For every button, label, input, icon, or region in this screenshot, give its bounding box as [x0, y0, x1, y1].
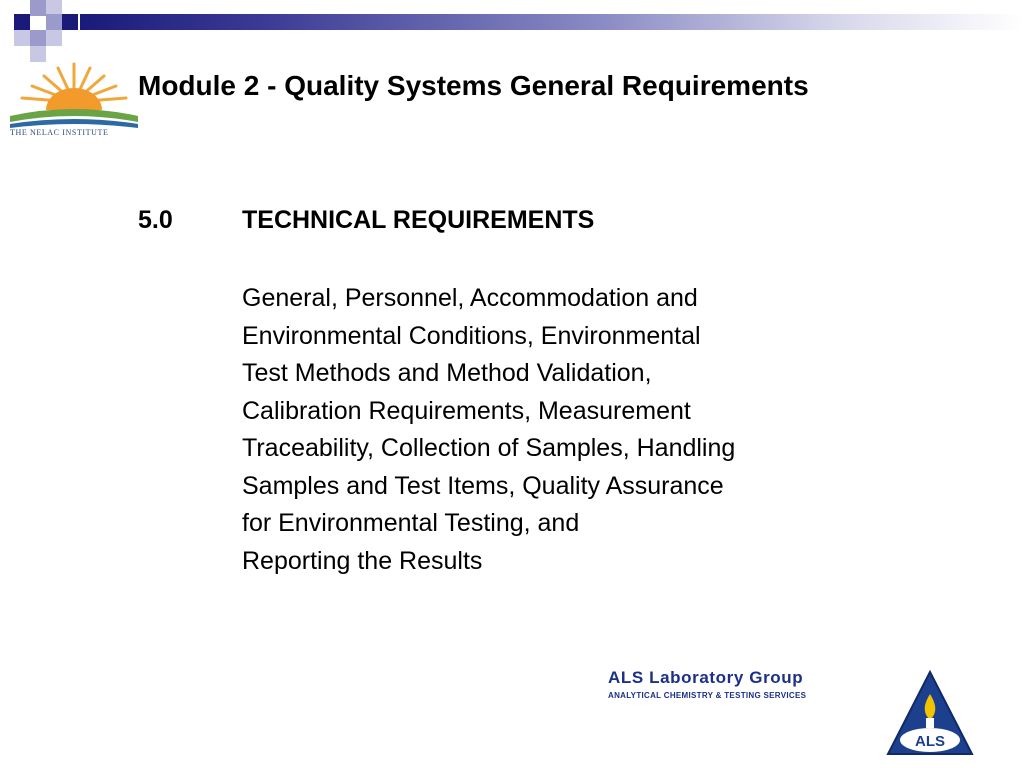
- square-mid: [46, 14, 62, 30]
- body-line: Environmental Conditions, Environmental: [242, 321, 701, 350]
- square-dark: [62, 14, 78, 30]
- section-heading: TECHNICAL REQUIREMENTS: [242, 206, 595, 234]
- square-mid: [30, 0, 46, 16]
- body-line: Test Methods and Method Validation,: [242, 359, 652, 387]
- section-number: 5.0: [138, 206, 173, 234]
- body-line: Samples and Test Items, Quality Assurance: [242, 471, 724, 500]
- page-title: Module 2 - Quality Systems General Requirements: [138, 70, 809, 101]
- body-line: General, Personnel, Accommodation and: [242, 284, 698, 312]
- body-line: for Environmental Testing, and: [242, 509, 580, 537]
- als-badge-text: ALS: [915, 733, 945, 750]
- als-wordmark: [608, 668, 878, 700]
- als-brand-tagline: ANALYTICAL CHEMISTRY & TESTING SERVICES: [608, 691, 807, 700]
- square-mid: [30, 30, 46, 46]
- als-triangle-logo: [884, 668, 976, 760]
- square-light: [14, 30, 30, 46]
- body-line: Traceability, Collection of Samples, Handling: [242, 434, 736, 462]
- square-light: [46, 30, 62, 46]
- header-bar: [80, 14, 1024, 30]
- square-dark: [14, 14, 30, 30]
- als-brand-name: ALS Laboratory Group: [608, 668, 804, 687]
- body-line: Reporting the Results: [242, 546, 483, 575]
- nelac-logo-text: THE NELAC INSTITUTE: [10, 128, 109, 137]
- section-body: [242, 280, 882, 580]
- body-line: Calibration Requirements, Measurement: [242, 396, 691, 425]
